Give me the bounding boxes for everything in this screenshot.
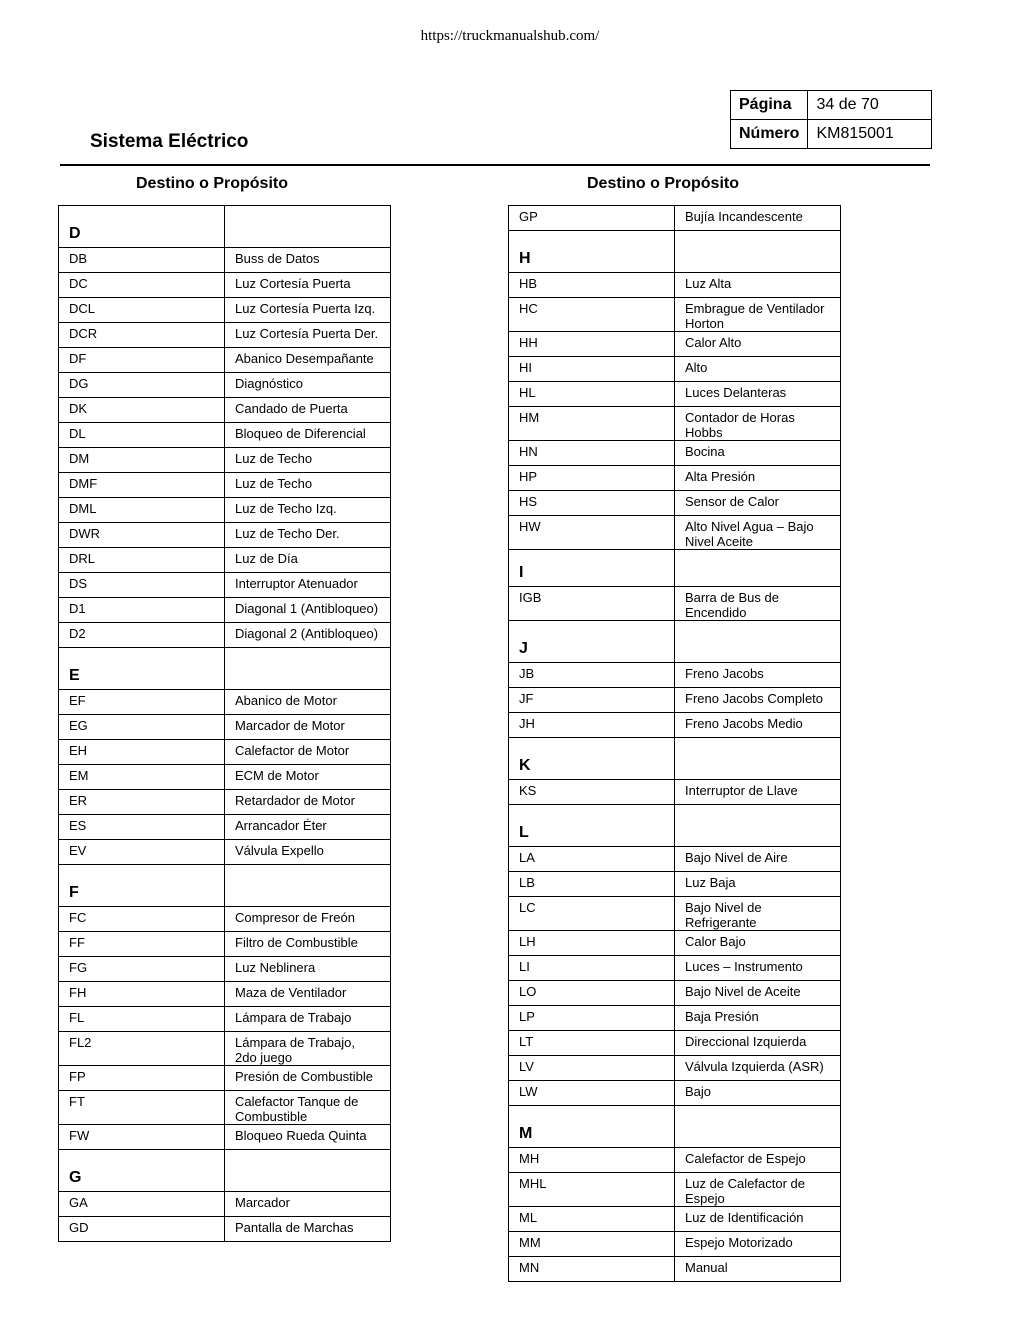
code-cell: DS <box>59 573 225 598</box>
code-cell: DCL <box>59 298 225 323</box>
code-cell: DMF <box>59 473 225 498</box>
code-cell: FF <box>59 932 225 957</box>
code-cell: LC <box>509 897 675 931</box>
description-cell: Compresor de Freón <box>225 907 391 932</box>
code-cell: DM <box>59 448 225 473</box>
page-label: Página <box>731 91 808 120</box>
description-cell: Luz de Techo <box>225 448 391 473</box>
code-row <box>59 323 391 348</box>
description-cell: Diagonal 2 (Antibloqueo) <box>225 623 391 648</box>
description-cell: Retardador de Motor <box>225 790 391 815</box>
description-cell: Calefactor de Espejo <box>675 1148 841 1173</box>
section-letter: I <box>509 550 675 587</box>
description-cell: Arrancador Éter <box>225 815 391 840</box>
description-cell: Luz de Techo Izq. <box>225 498 391 523</box>
section-letter: F <box>59 865 225 907</box>
code-cell: HB <box>509 273 675 298</box>
code-cell: MN <box>509 1257 675 1282</box>
code-cell: DC <box>59 273 225 298</box>
code-row <box>59 957 391 982</box>
code-row <box>59 907 391 932</box>
description-cell: Pantalla de Marchas <box>225 1217 391 1242</box>
left-code-table <box>58 205 391 1242</box>
code-row <box>509 847 841 872</box>
code-row <box>509 663 841 688</box>
code-row <box>59 473 391 498</box>
description-cell: Luz Cortesía Puerta Izq. <box>225 298 391 323</box>
code-row <box>59 1192 391 1217</box>
description-cell: Bocina <box>675 441 841 466</box>
code-cell: EV <box>59 840 225 865</box>
right-code-table <box>508 205 841 1282</box>
code-row <box>59 982 391 1007</box>
section-empty-cell <box>675 738 841 780</box>
description-cell: Luz de Identificación <box>675 1207 841 1232</box>
description-cell: ECM de Motor <box>225 765 391 790</box>
section-empty-cell <box>225 206 391 248</box>
section-header-row <box>509 231 841 273</box>
source-url: https://truckmanualshub.com/ <box>420 28 600 44</box>
description-cell: Luces – Instrumento <box>675 956 841 981</box>
code-row <box>509 1056 841 1081</box>
description-cell: Interruptor de Llave <box>675 780 841 805</box>
description-cell: Bajo <box>675 1081 841 1106</box>
code-row <box>509 872 841 897</box>
section-letter: G <box>59 1150 225 1192</box>
description-cell: Filtro de Combustible <box>225 932 391 957</box>
section-header-row <box>59 865 391 907</box>
code-cell: LA <box>509 847 675 872</box>
section-header-row <box>59 206 391 248</box>
code-cell: HL <box>509 382 675 407</box>
description-cell: Luz Baja <box>675 872 841 897</box>
code-row <box>59 690 391 715</box>
description-cell: Calor Alto <box>675 332 841 357</box>
code-cell: GD <box>59 1217 225 1242</box>
description-cell: Luces Delanteras <box>675 382 841 407</box>
description-cell: Presión de Combustible <box>225 1066 391 1091</box>
description-cell: Calefactor de Motor <box>225 740 391 765</box>
code-cell: DL <box>59 423 225 448</box>
description-cell: Calor Bajo <box>675 931 841 956</box>
description-cell: Válvula Izquierda (ASR) <box>675 1056 841 1081</box>
code-row <box>59 1032 391 1066</box>
description-cell: Bajo Nivel de Aceite <box>675 981 841 1006</box>
header-divider <box>60 164 930 166</box>
code-cell: FH <box>59 982 225 1007</box>
description-cell: Bloqueo de Diferencial <box>225 423 391 448</box>
code-row <box>59 348 391 373</box>
code-cell: LB <box>509 872 675 897</box>
description-cell: Diagnóstico <box>225 373 391 398</box>
code-row <box>59 423 391 448</box>
code-row <box>59 573 391 598</box>
description-cell: Bloqueo Rueda Quinta <box>225 1125 391 1150</box>
section-empty-cell <box>675 805 841 847</box>
code-row <box>509 713 841 738</box>
code-cell: DWR <box>59 523 225 548</box>
code-cell: ML <box>509 1207 675 1232</box>
code-row <box>59 248 391 273</box>
code-row <box>509 407 841 441</box>
description-cell: Alta Presión <box>675 466 841 491</box>
code-cell: HH <box>509 332 675 357</box>
code-cell: EF <box>59 690 225 715</box>
description-cell: Abanico Desempañante <box>225 348 391 373</box>
code-row <box>59 840 391 865</box>
code-row <box>509 206 841 231</box>
description-cell: Freno Jacobs Medio <box>675 713 841 738</box>
code-cell: LP <box>509 1006 675 1031</box>
description-cell: Interruptor Atenuador <box>225 573 391 598</box>
code-row <box>59 1091 391 1125</box>
code-row <box>59 298 391 323</box>
code-cell: HM <box>509 407 675 441</box>
code-cell: HC <box>509 298 675 332</box>
code-cell: HN <box>509 441 675 466</box>
number-label: Número <box>731 120 808 149</box>
description-cell: Contador de Horas Hobbs <box>675 407 841 441</box>
description-cell: Diagonal 1 (Antibloqueo) <box>225 598 391 623</box>
section-header-row <box>59 1150 391 1192</box>
code-cell: LW <box>509 1081 675 1106</box>
code-row <box>509 688 841 713</box>
code-cell: D2 <box>59 623 225 648</box>
description-cell: Embrague de Ventilador Horton <box>675 298 841 332</box>
code-cell: EG <box>59 715 225 740</box>
code-cell: FG <box>59 957 225 982</box>
description-cell: Luz de Día <box>225 548 391 573</box>
description-cell: Manual <box>675 1257 841 1282</box>
code-cell: ES <box>59 815 225 840</box>
number-row <box>731 120 932 149</box>
code-cell: FL <box>59 1007 225 1032</box>
code-row <box>59 548 391 573</box>
code-cell: GA <box>59 1192 225 1217</box>
code-row <box>509 441 841 466</box>
code-cell: FT <box>59 1091 225 1125</box>
section-empty-cell <box>675 231 841 273</box>
code-row <box>59 932 391 957</box>
description-cell: Válvula Expello <box>225 840 391 865</box>
section-empty-cell <box>675 1106 841 1148</box>
description-cell: Candado de Puerta <box>225 398 391 423</box>
code-cell: KS <box>509 780 675 805</box>
page-row <box>731 91 932 120</box>
code-row <box>59 398 391 423</box>
description-cell: Freno Jacobs Completo <box>675 688 841 713</box>
section-header-row <box>59 648 391 690</box>
code-cell: JH <box>509 713 675 738</box>
section-empty-cell <box>225 648 391 690</box>
code-cell: LT <box>509 1031 675 1056</box>
code-cell: D1 <box>59 598 225 623</box>
description-cell: Luz de Calefactor de Espejo <box>675 1173 841 1207</box>
code-cell: FL2 <box>59 1032 225 1066</box>
code-cell: DG <box>59 373 225 398</box>
code-cell: IGB <box>509 587 675 621</box>
section-letter: L <box>509 805 675 847</box>
code-cell: LV <box>509 1056 675 1081</box>
section-header-row <box>509 550 841 587</box>
page-info-table <box>730 90 932 149</box>
code-cell: EM <box>59 765 225 790</box>
code-cell: ER <box>59 790 225 815</box>
code-row <box>59 765 391 790</box>
code-cell: DF <box>59 348 225 373</box>
code-row <box>509 382 841 407</box>
code-cell: HP <box>509 466 675 491</box>
section-letter: J <box>509 621 675 663</box>
code-cell: LI <box>509 956 675 981</box>
code-row <box>509 780 841 805</box>
description-cell: Bajo Nivel de Aire <box>675 847 841 872</box>
description-cell: Luz de Techo Der. <box>225 523 391 548</box>
description-cell: Luz Cortesía Puerta Der. <box>225 323 391 348</box>
page-value: 34 de 70 <box>808 91 932 120</box>
section-letter: D <box>59 206 225 248</box>
code-cell: LH <box>509 931 675 956</box>
code-cell: DRL <box>59 548 225 573</box>
code-row <box>509 981 841 1006</box>
code-row <box>509 931 841 956</box>
code-row <box>59 523 391 548</box>
code-row <box>59 373 391 398</box>
left-column-heading: Destino o Propósito <box>136 175 288 192</box>
code-cell: DCR <box>59 323 225 348</box>
code-cell: HS <box>509 491 675 516</box>
section-empty-cell <box>675 550 841 587</box>
code-row <box>509 1081 841 1106</box>
code-row <box>509 1148 841 1173</box>
code-row <box>59 1066 391 1091</box>
code-row <box>59 790 391 815</box>
code-cell: LO <box>509 981 675 1006</box>
description-cell: Barra de Bus de Encendido <box>675 587 841 621</box>
code-cell: HW <box>509 516 675 550</box>
section-letter: E <box>59 648 225 690</box>
code-cell: FC <box>59 907 225 932</box>
code-row <box>509 1232 841 1257</box>
section-header-row <box>509 738 841 780</box>
section-empty-cell <box>225 865 391 907</box>
description-cell: Marcador <box>225 1192 391 1217</box>
code-row <box>59 715 391 740</box>
code-cell: FW <box>59 1125 225 1150</box>
code-cell: DK <box>59 398 225 423</box>
description-cell: Luz Cortesía Puerta <box>225 273 391 298</box>
description-cell: Buss de Datos <box>225 248 391 273</box>
code-cell: GP <box>509 206 675 231</box>
code-row <box>509 298 841 332</box>
code-row <box>59 623 391 648</box>
description-cell: Baja Presión <box>675 1006 841 1031</box>
code-cell: MM <box>509 1232 675 1257</box>
description-cell: Direccional Izquierda <box>675 1031 841 1056</box>
code-cell: JB <box>509 663 675 688</box>
right-column-heading: Destino o Propósito <box>587 175 739 192</box>
number-value: KM815001 <box>808 120 932 149</box>
code-cell: HI <box>509 357 675 382</box>
code-row <box>509 587 841 621</box>
code-cell: JF <box>509 688 675 713</box>
page-title: Sistema Eléctrico <box>90 131 249 152</box>
description-cell: Lámpara de Trabajo, 2do juego <box>225 1032 391 1066</box>
section-letter: H <box>509 231 675 273</box>
code-row <box>509 897 841 931</box>
section-letter: M <box>509 1106 675 1148</box>
code-row <box>509 466 841 491</box>
code-row <box>59 740 391 765</box>
code-cell: MH <box>509 1148 675 1173</box>
code-row <box>59 273 391 298</box>
description-cell: Luz Alta <box>675 273 841 298</box>
section-header-row <box>509 1106 841 1148</box>
section-empty-cell <box>225 1150 391 1192</box>
description-cell: Alto <box>675 357 841 382</box>
description-cell: Bujía Incandescente <box>675 206 841 231</box>
description-cell: Alto Nivel Agua – Bajo Nivel Aceite <box>675 516 841 550</box>
code-row <box>59 598 391 623</box>
section-header-row <box>509 805 841 847</box>
description-cell: Luz de Techo <box>225 473 391 498</box>
description-cell: Bajo Nivel de Refrigerante <box>675 897 841 931</box>
description-cell: Calefactor Tanque de Combustible <box>225 1091 391 1125</box>
code-row <box>59 448 391 473</box>
code-row <box>509 332 841 357</box>
section-letter: K <box>509 738 675 780</box>
description-cell: Maza de Ventilador <box>225 982 391 1007</box>
code-row <box>509 1006 841 1031</box>
code-row <box>509 357 841 382</box>
code-row <box>509 491 841 516</box>
description-cell: Sensor de Calor <box>675 491 841 516</box>
section-header-row <box>509 621 841 663</box>
description-cell: Lámpara de Trabajo <box>225 1007 391 1032</box>
code-row <box>509 1257 841 1282</box>
code-row <box>59 1217 391 1242</box>
description-cell: Espejo Motorizado <box>675 1232 841 1257</box>
code-row <box>509 1207 841 1232</box>
section-empty-cell <box>675 621 841 663</box>
description-cell: Luz Neblinera <box>225 957 391 982</box>
code-row <box>509 516 841 550</box>
code-row <box>59 815 391 840</box>
code-row <box>509 956 841 981</box>
code-cell: FP <box>59 1066 225 1091</box>
code-row <box>509 273 841 298</box>
code-row <box>59 498 391 523</box>
code-cell: DML <box>59 498 225 523</box>
description-cell: Abanico de Motor <box>225 690 391 715</box>
code-row <box>509 1173 841 1207</box>
code-cell: MHL <box>509 1173 675 1207</box>
code-cell: DB <box>59 248 225 273</box>
code-row <box>509 1031 841 1056</box>
code-row <box>59 1125 391 1150</box>
code-cell: EH <box>59 740 225 765</box>
code-row <box>59 1007 391 1032</box>
description-cell: Freno Jacobs <box>675 663 841 688</box>
description-cell: Marcador de Motor <box>225 715 391 740</box>
